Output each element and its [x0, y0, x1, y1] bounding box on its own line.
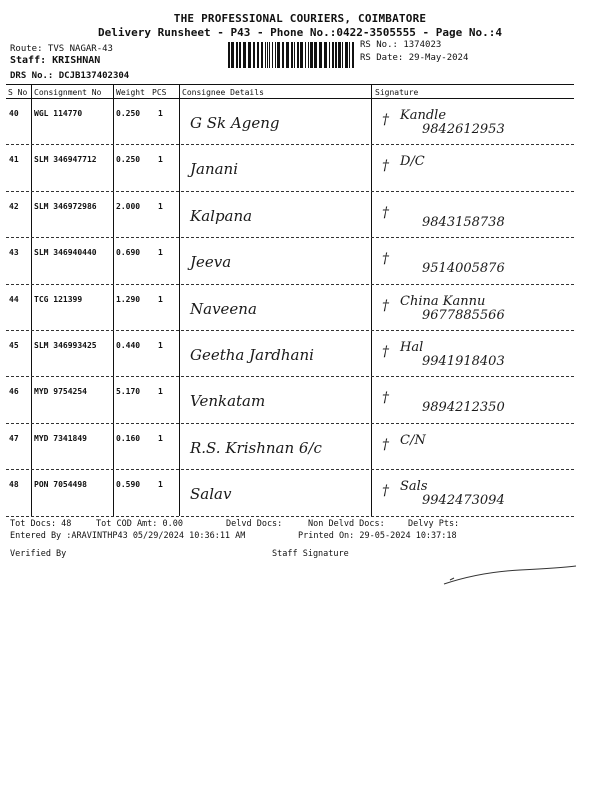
row-phone-handwritten: 9677885566 [422, 307, 505, 323]
staff-signature-scribble [440, 562, 580, 592]
row-pcs: 1 [158, 341, 163, 350]
rs-date: RS Date: 29-May-2024 [360, 53, 469, 63]
row-weight: 1.290 [116, 294, 141, 304]
row-sno: 46 [9, 387, 19, 397]
signature-tick-icon: † [382, 251, 389, 268]
printed-on: Printed On: 29-05-2024 10:37:18 [298, 531, 457, 541]
delivery-points: Delvy Pts: [408, 519, 460, 529]
signature-tick-icon: † [382, 436, 389, 453]
row-pcs: 1 [158, 155, 163, 165]
row-sno: 48 [9, 480, 19, 490]
total-docs: Tot Docs: 48 [10, 519, 72, 529]
row-pcs: 1 [158, 387, 163, 397]
runsheet-subtitle: Delivery Runsheet - P43 - Phone No.:0422-3505555 - Page No.:4 [98, 26, 502, 39]
signature-tick-icon: † [382, 483, 389, 500]
row-consignee-handwritten: G Sk Ageng [190, 114, 280, 132]
row-consignee-handwritten: Janani [190, 160, 239, 179]
col-header-pcs: PCS [152, 88, 167, 97]
verified-by: Verified By [10, 549, 67, 559]
col-header-weight: Weight [116, 88, 145, 97]
row-weight: 0.590 [116, 480, 141, 490]
route-label: Route: TVS NAGAR-43 [10, 44, 113, 54]
row-pcs: 1 [158, 109, 163, 118]
barcode-image [228, 42, 356, 68]
row-phone-handwritten: 9842612953 [422, 122, 505, 137]
row-signature: China Kannu [400, 293, 486, 309]
row-consignee-handwritten: Kalpana [190, 206, 253, 225]
row-pcs: 1 [158, 248, 163, 258]
row-pcs: 1 [158, 201, 163, 211]
row-sno: 40 [9, 109, 19, 118]
staff-label: Staff: KRISHNAN [10, 55, 101, 66]
row-sno: 41 [9, 155, 19, 165]
row-sno: 43 [9, 248, 19, 258]
signature-tick-icon: † [382, 297, 389, 314]
row-phone-handwritten: 9894212350 [422, 400, 505, 416]
col-header-consignee: Consignee Details [182, 88, 264, 97]
row-phone-handwritten: 9942473094 [422, 493, 505, 509]
staff-signature-label: Staff Signature [272, 549, 349, 559]
row-pcs: 1 [158, 294, 163, 304]
row-consignment-no: PON 7054498 [34, 480, 87, 490]
row-consignee-handwritten: Jeeva [190, 253, 232, 272]
row-weight: 0.440 [116, 341, 141, 350]
table-top-border [6, 84, 574, 85]
row-phone-handwritten: 9514005876 [422, 261, 505, 277]
signature-tick-icon: † [382, 112, 389, 128]
row-consignment-no: SLM 346972986 [34, 201, 97, 211]
row-sno: 45 [9, 341, 19, 350]
company-title: THE PROFESSIONAL COURIERS, COIMBATORE [173, 12, 427, 25]
table-bottom-border [6, 516, 574, 517]
row-weight: 0.160 [116, 433, 141, 443]
row-weight: 0.250 [116, 109, 141, 118]
col-header-consignment: Consignment No [34, 88, 102, 97]
row-signature: Sals [400, 479, 428, 495]
signature-tick-icon: † [382, 158, 389, 175]
row-consignment-no: MYD 9754254 [34, 387, 87, 397]
drs-number: DRS No.: DCJB137402304 [10, 71, 130, 81]
row-pcs: 1 [158, 480, 163, 490]
row-consignment-no: TCG 121399 [34, 294, 83, 304]
row-consignee-handwritten: Salav [190, 485, 232, 504]
row-consignee-handwritten: Geetha Jardhani [190, 346, 314, 364]
row-signature: Kandle [400, 108, 447, 123]
row-signature: C/N [400, 432, 426, 448]
non-delivered-docs: Non Delvd Docs: [308, 519, 385, 529]
col-header-sno: S No [8, 88, 28, 97]
row-consignment-no: WGL 114770 [34, 109, 83, 118]
row-weight: 0.690 [116, 248, 141, 258]
signature-tick-icon: † [382, 390, 389, 407]
row-signature: Hal [400, 340, 424, 355]
rs-number: RS No.: 1374023 [360, 40, 442, 50]
row-weight: 5.170 [116, 387, 141, 397]
signature-tick-icon: † [382, 344, 389, 360]
row-consignee-handwritten: R.S. Krishnan 6/c [190, 438, 322, 457]
row-consignment-no: SLM 346947712 [34, 155, 97, 165]
delivered-docs: Delvd Docs: [226, 519, 283, 529]
col-header-signature: Signature [375, 88, 419, 97]
row-phone-handwritten: 9843158738 [422, 214, 505, 230]
row-consignment-no: SLM 346940440 [34, 248, 97, 258]
row-consignment-no: SLM 346993425 [34, 341, 97, 350]
row-sno: 44 [9, 294, 19, 304]
total-cod-amount: Tot COD Amt: 0.00 [96, 519, 183, 529]
row-sno: 47 [9, 433, 19, 443]
row-consignment-no: MYD 7341849 [34, 433, 87, 443]
row-phone-handwritten: 9941918403 [422, 354, 505, 369]
entered-by: Entered By :ARAVINTHP43 05/29/2024 10:36:11 AM [10, 531, 246, 541]
row-pcs: 1 [158, 433, 163, 443]
signature-tick-icon: † [382, 204, 389, 221]
row-weight: 0.250 [116, 155, 141, 165]
row-sno: 42 [9, 201, 19, 211]
row-consignee-handwritten: Naveena [190, 299, 257, 318]
row-weight: 2.000 [116, 201, 141, 211]
row-consignee-handwritten: Venkatam [190, 392, 266, 411]
table-row [6, 144, 574, 190]
row-signature: D/C [400, 154, 425, 170]
